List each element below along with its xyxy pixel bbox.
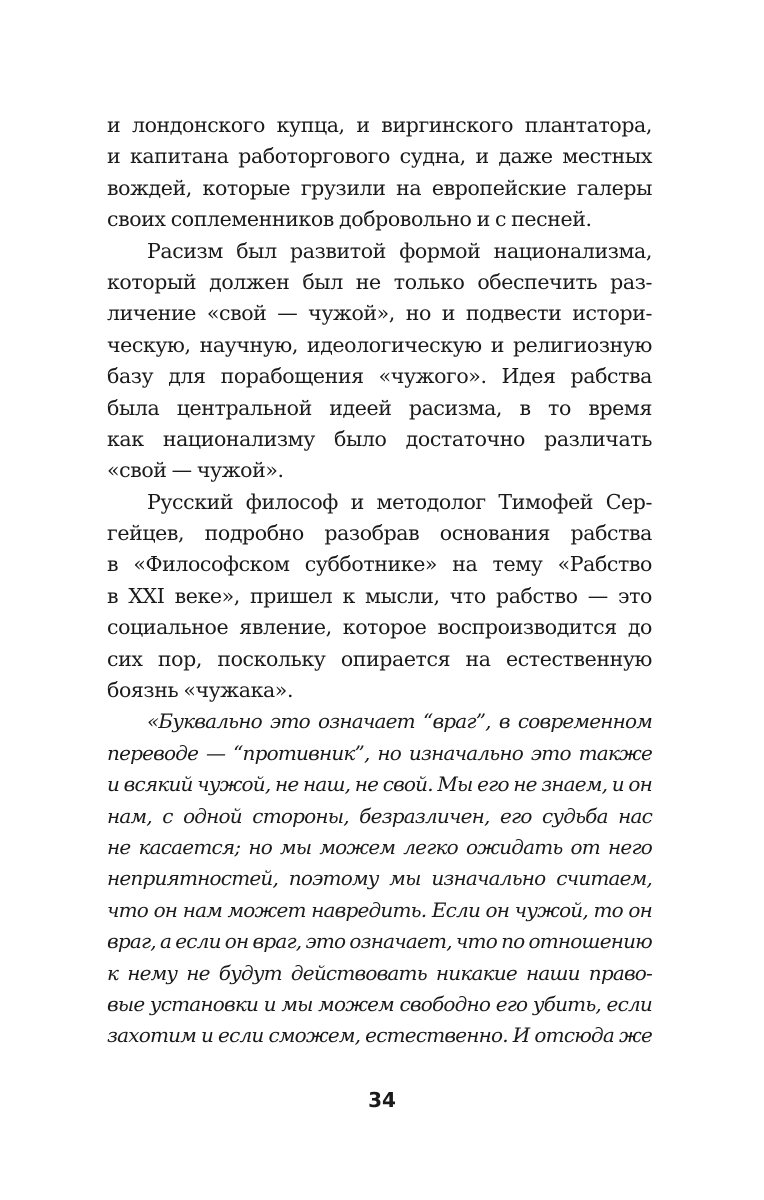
paragraph-start-line: Русский философ и методолог Тимофей Сер- xyxy=(147,489,652,514)
text-line: была центральной идеей расизма, в то время xyxy=(107,395,652,420)
text-line: сих пор, поскольку опирается на естественную xyxy=(107,646,652,671)
text-line: своих соплеменников добровольно и с песней. xyxy=(107,207,592,232)
text-line: базу для порабощения «чужого». Идея рабства xyxy=(107,364,652,389)
text-line: социальное явление, которое воспроизводится до xyxy=(107,615,652,640)
quote-line: нам, с одной стороны, безразличен, его судьба нас xyxy=(107,803,652,828)
quote-start-line: «Буквально это означает “враг”, в современном xyxy=(147,709,652,734)
quote-line: переводе — “противник”, но изначально это также xyxy=(107,740,652,765)
quote-line: что он нам может навредить. Если он чужой, то он xyxy=(107,897,652,922)
quote-line: вые установки и мы можем свободно его убить, если xyxy=(107,991,652,1016)
text-line: и капитана работоргового судна, и даже местных xyxy=(107,144,652,169)
text-line: «свой — чужой». xyxy=(107,458,284,483)
text-line: ческую, научную, идеологическую и религиозную xyxy=(107,332,652,357)
page-number: 34 xyxy=(368,1088,396,1112)
text-line: личение «свой — чужой», но и подвести истори- xyxy=(107,301,652,326)
text-line: в «Философском субботнике» на тему «Рабство xyxy=(107,552,652,577)
quote-line: захотим и если сможем, естественно. И отсюда же xyxy=(107,1023,652,1048)
text-line: и лондонского купца, и виргинского плантатора, xyxy=(107,113,652,137)
text-line: боязнь «чужака». xyxy=(107,678,294,703)
quote-line: к нему не будут действовать никакие наши право- xyxy=(107,960,652,985)
quote-line: и всякий чужой, не наш, не свой. Мы его не знаем, и он xyxy=(107,772,652,797)
text-line: как национализму было достаточно различать xyxy=(107,426,652,451)
body-text xyxy=(107,110,652,1052)
text-line: в XXI веке», пришел к мысли, что рабство — это xyxy=(107,583,652,608)
text-line: вождей, которые грузили на европейские галеры xyxy=(107,175,652,200)
text-line: который должен был не только обеспечить раз- xyxy=(107,269,652,294)
quote-line: враг, а если он враг, это означает, что по отношению xyxy=(107,929,652,954)
quote-line: не касается; но мы можем легко ожидать от него xyxy=(107,834,652,859)
quote-line: неприятностей, поэтому мы изначально считаем, xyxy=(107,866,652,891)
paragraph-start-line: Расизм был развитой формой национализма, xyxy=(147,238,652,263)
text-line: гейцев, подробно разобрав основания рабства xyxy=(107,521,652,546)
